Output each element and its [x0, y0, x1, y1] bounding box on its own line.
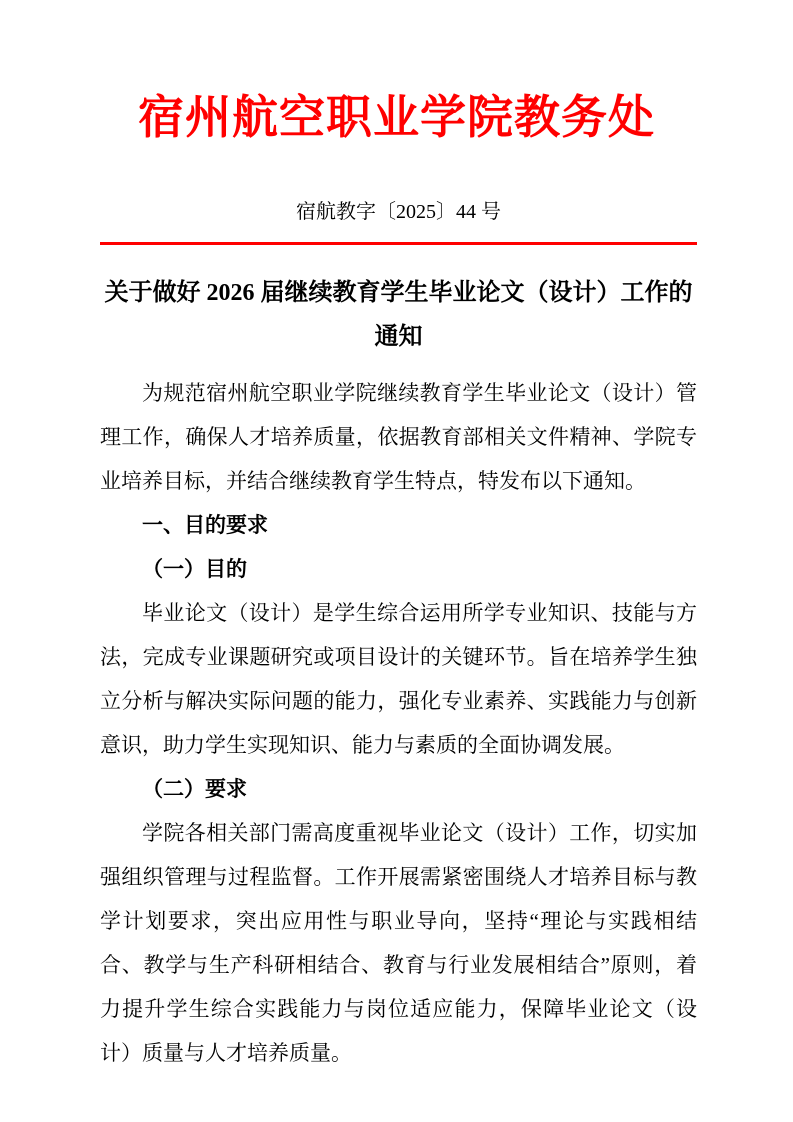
document-content: [0, 198, 793, 1075]
document-title: 关于做好 2026 届继续教育学生毕业论文（设计）工作的通知: [104, 280, 693, 350]
subsection-paragraph-1-2: 学院各相关部门需高度重视毕业论文（设计）工作，切实加强组织管理与过程监督。工作开展需紧密围绕人才培养目标与教学计划要求，突出应用性与职业导向，坚持“理论与实践相结合、教学与生产科研相结合、教育与行业发展相结合”原则，着力提升学生综合实践能力与岗位适应能力，保障毕业论文（设计）质量与人才培养质量。: [100, 821, 697, 1065]
subsection-heading-1-2: （二）要求: [142, 777, 247, 801]
subsection-paragraph-1-1: 毕业论文（设计）是学生综合运用所学专业知识、技能与方法，完成专业课题研究或项目设计的关键环节。旨在培养学生独立分析与解决实际问题的能力，强化专业素养、实践能力与创新意识，助力学生实现知识、能力与素质的全面协调发展。: [100, 601, 697, 757]
section-heading-1: 一、目的要求: [142, 513, 268, 537]
document-body: [100, 371, 697, 1075]
document-number: 宿航教字〔2025〕44 号: [296, 201, 501, 223]
subsection-heading-1-1: （一）目的: [142, 557, 247, 581]
intro-paragraph: 为规范宿州航空职业学院继续教育学生毕业论文（设计）管理工作，确保人才培养质量，依据教育部相关文件精神、学院专业培养目标，并结合继续教育学生特点，特发布以下通知。: [100, 381, 697, 493]
red-divider-line: [100, 242, 697, 245]
letterhead-title: 宿州航空职业学院教务处: [138, 92, 655, 143]
